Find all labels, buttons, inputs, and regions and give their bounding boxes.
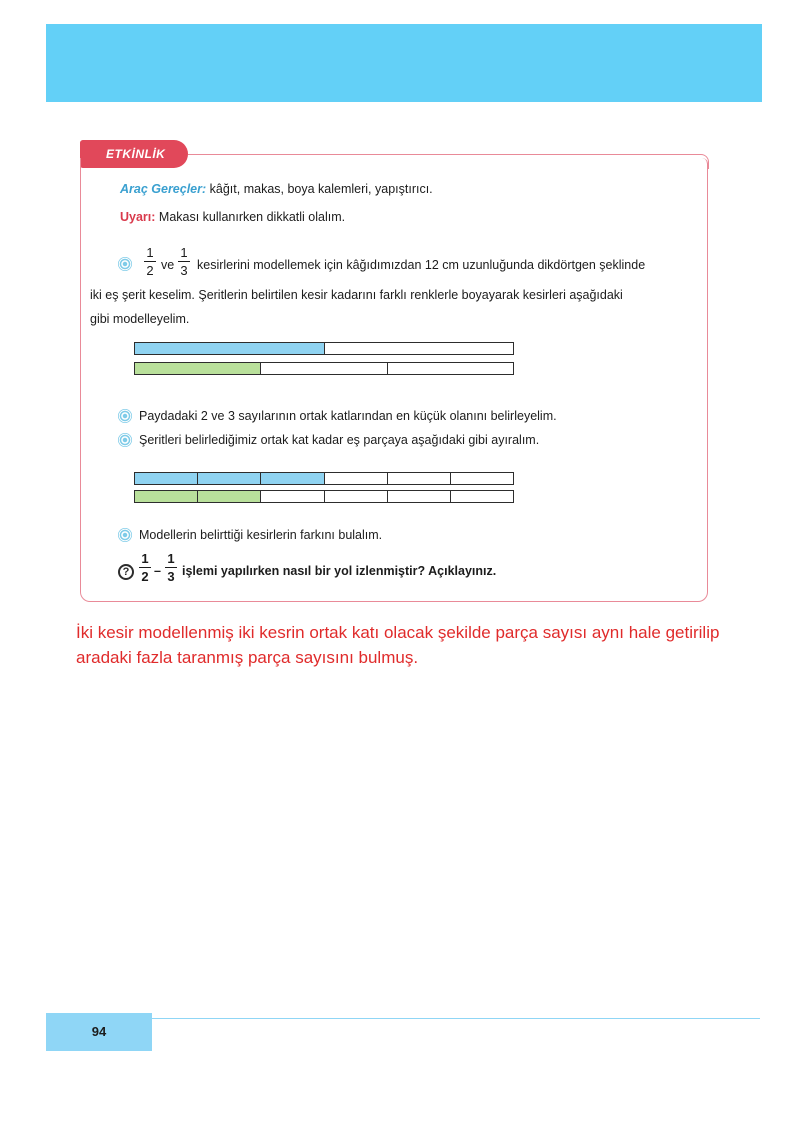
target-bullet-icon bbox=[118, 409, 132, 423]
strip-segment bbox=[325, 343, 514, 354]
fraction-numerator: 1 bbox=[146, 245, 154, 260]
fraction-denominator: 3 bbox=[167, 569, 175, 584]
minus-sign: – bbox=[154, 564, 161, 578]
fraction-bar bbox=[139, 567, 151, 568]
step-find-difference: Modellerin belirttiği kesirlerin farkını bulalım. bbox=[139, 528, 383, 542]
strip-segment bbox=[325, 491, 388, 502]
answer-text: İki kesir modellenmiş iki kesrin ortak katı olacak şekilde parça sayısı aynı hale getirilip aradaki fazla taranmış parça sayısını bulmuş. bbox=[76, 623, 720, 667]
intro-line-1: kesirlerini modellemek için kâğıdımızdan 12 cm uzunluğunda dikdörtgen şeklinde bbox=[197, 258, 646, 272]
materials-line bbox=[120, 182, 433, 196]
strip-segment bbox=[325, 473, 388, 484]
fraction-numerator: 1 bbox=[141, 551, 149, 566]
strip-segment-shaded bbox=[135, 473, 198, 484]
strip-segment-shaded bbox=[198, 473, 261, 484]
footer-rule bbox=[152, 1018, 760, 1019]
strip-segment-shaded bbox=[135, 363, 261, 374]
warning-text: Makası kullanırken dikkatli olalım. bbox=[158, 210, 346, 224]
question-fraction-one-half bbox=[138, 552, 152, 583]
fraction-bar bbox=[178, 261, 190, 262]
fraction-one-half bbox=[143, 246, 157, 277]
target-bullet-icon bbox=[118, 528, 132, 542]
strip-segment bbox=[388, 491, 451, 502]
fraction-numerator: 1 bbox=[180, 245, 188, 260]
strip-segment bbox=[388, 363, 513, 374]
strip-thirds bbox=[134, 362, 514, 375]
step-common-multiple: Paydadaki 2 ve 3 sayılarının ortak katlarından en küçük olanını belirleyelim. bbox=[139, 409, 557, 423]
strip-halves bbox=[134, 342, 514, 355]
materials-label: Araç Gereçler: bbox=[120, 182, 207, 196]
fraction-bar bbox=[165, 567, 177, 568]
strip-segment bbox=[261, 363, 387, 374]
warning-line bbox=[120, 210, 345, 224]
fraction-bar bbox=[144, 261, 156, 262]
intro-connector: ve bbox=[161, 258, 175, 272]
strip-segment bbox=[451, 473, 513, 484]
intro-line-2: iki eş şerit keselim. Şeritlerin belirtilen kesir kadarını farklı renklerle boyayarak kesirleri aşağıdaki bbox=[90, 288, 623, 302]
fraction-denominator: 2 bbox=[141, 569, 149, 584]
fraction-denominator: 2 bbox=[146, 263, 154, 278]
strip-segment-shaded bbox=[198, 491, 261, 502]
fraction-denominator: 3 bbox=[180, 263, 188, 278]
step-divide-strips: Şeritleri belirlediğimiz ortak kat kadar eş parçaya aşağıdaki gibi ayıralım. bbox=[139, 433, 540, 447]
strip-segment bbox=[451, 491, 513, 502]
question-fraction-one-third bbox=[164, 552, 178, 583]
strip-segment-shaded bbox=[135, 491, 198, 502]
strip-segment bbox=[388, 473, 451, 484]
question-text: işlemi yapılırken nasıl bir yol izlenmiştir? Açıklayınız. bbox=[182, 564, 497, 578]
strip-sixths-top bbox=[134, 472, 514, 485]
strip-segment-shaded bbox=[261, 473, 324, 484]
target-bullet-icon bbox=[118, 257, 132, 271]
target-bullet-icon bbox=[118, 433, 132, 447]
warning-label: Uyarı: bbox=[120, 210, 156, 224]
activity-top-rule bbox=[188, 154, 698, 155]
fraction-numerator: 1 bbox=[167, 551, 175, 566]
strip-sixths-bottom bbox=[134, 490, 514, 503]
strip-segment bbox=[261, 491, 324, 502]
intro-line-3: gibi modelleyelim. bbox=[90, 312, 190, 326]
activity-tag: ETKİNLİK bbox=[80, 140, 188, 168]
top-banner bbox=[46, 24, 762, 102]
page-number: 94 bbox=[91, 1024, 107, 1039]
fraction-one-third bbox=[177, 246, 191, 277]
materials-text: kâğıt, makas, boya kalemleri, yapıştırıcı. bbox=[209, 182, 433, 196]
strip-segment-shaded bbox=[135, 343, 325, 354]
question-icon: ? bbox=[118, 564, 134, 580]
